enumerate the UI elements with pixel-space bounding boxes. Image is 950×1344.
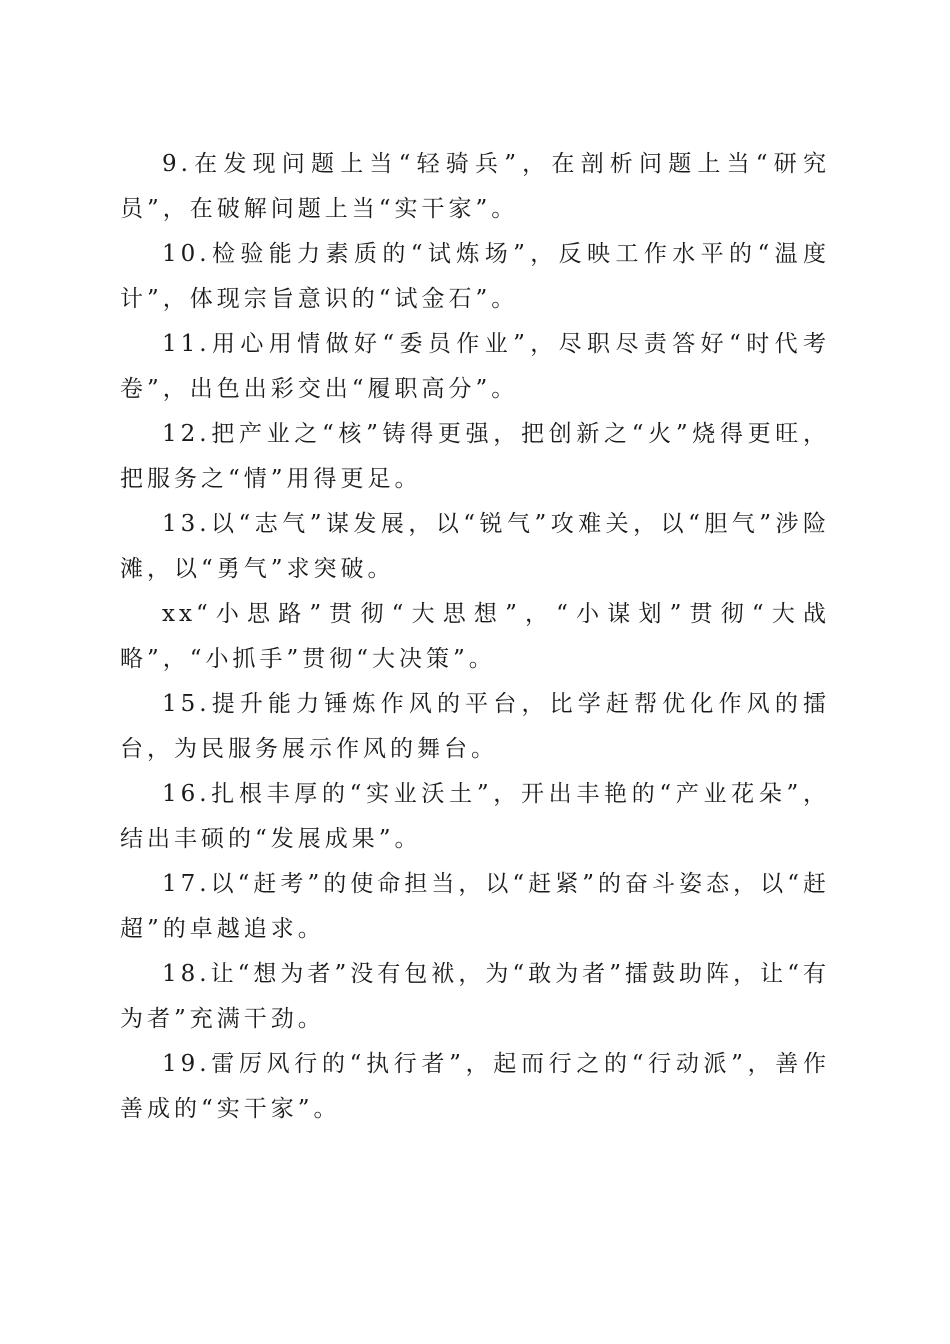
paragraph-16: 16.扎根丰厚的“实业沃土”，开出丰艳的“产业花朵”，结出丰硕的“发展成果”。 bbox=[120, 781, 830, 852]
paragraph-19: 19.雷厉风行的“执行者”，起而行之的“行动派”，善作善成的“实干家”。 bbox=[120, 1051, 830, 1122]
paragraph-12: 12.把产业之“核”铸得更强，把创新之“火”烧得更旺，把服务之“情”用得更足。 bbox=[120, 421, 830, 492]
paragraph-13: 13.以“志气”谋发展，以“锐气”攻难关，以“胆气”涉险滩，以“勇气”求突破。 bbox=[120, 511, 830, 582]
paragraph-10: 10.检验能力素质的“试炼场”，反映工作水平的“温度计”，体现宗旨意识的“试金石”。 bbox=[120, 241, 830, 312]
paragraph-xx: xx“小思路”贯彻“大思想”，“小谋划”贯彻“大战略”，“小抓手”贯彻“大决策”。 bbox=[120, 601, 830, 672]
paragraph-15: 15.提升能力锤炼作风的平台，比学赶帮优化作风的擂台，为民服务展示作风的舞台。 bbox=[120, 691, 830, 762]
paragraph-11: 11.用心用情做好“委员作业”，尽职尽责答好“时代考卷”，出色出彩交出“履职高分”。 bbox=[120, 331, 830, 402]
paragraph-17: 17.以“赶考”的使命担当，以“赶紧”的奋斗姿态，以“赶超”的卓越追求。 bbox=[120, 871, 830, 942]
paragraph-9: 9.在发现问题上当“轻骑兵”，在剖析问题上当“研究员”，在破解问题上当“实干家”。 bbox=[120, 151, 830, 222]
paragraph-18: 18.让“想为者”没有包袱，为“敢为者”擂鼓助阵，让“有为者”充满干劲。 bbox=[120, 961, 830, 1032]
document-body bbox=[120, 142, 830, 1132]
